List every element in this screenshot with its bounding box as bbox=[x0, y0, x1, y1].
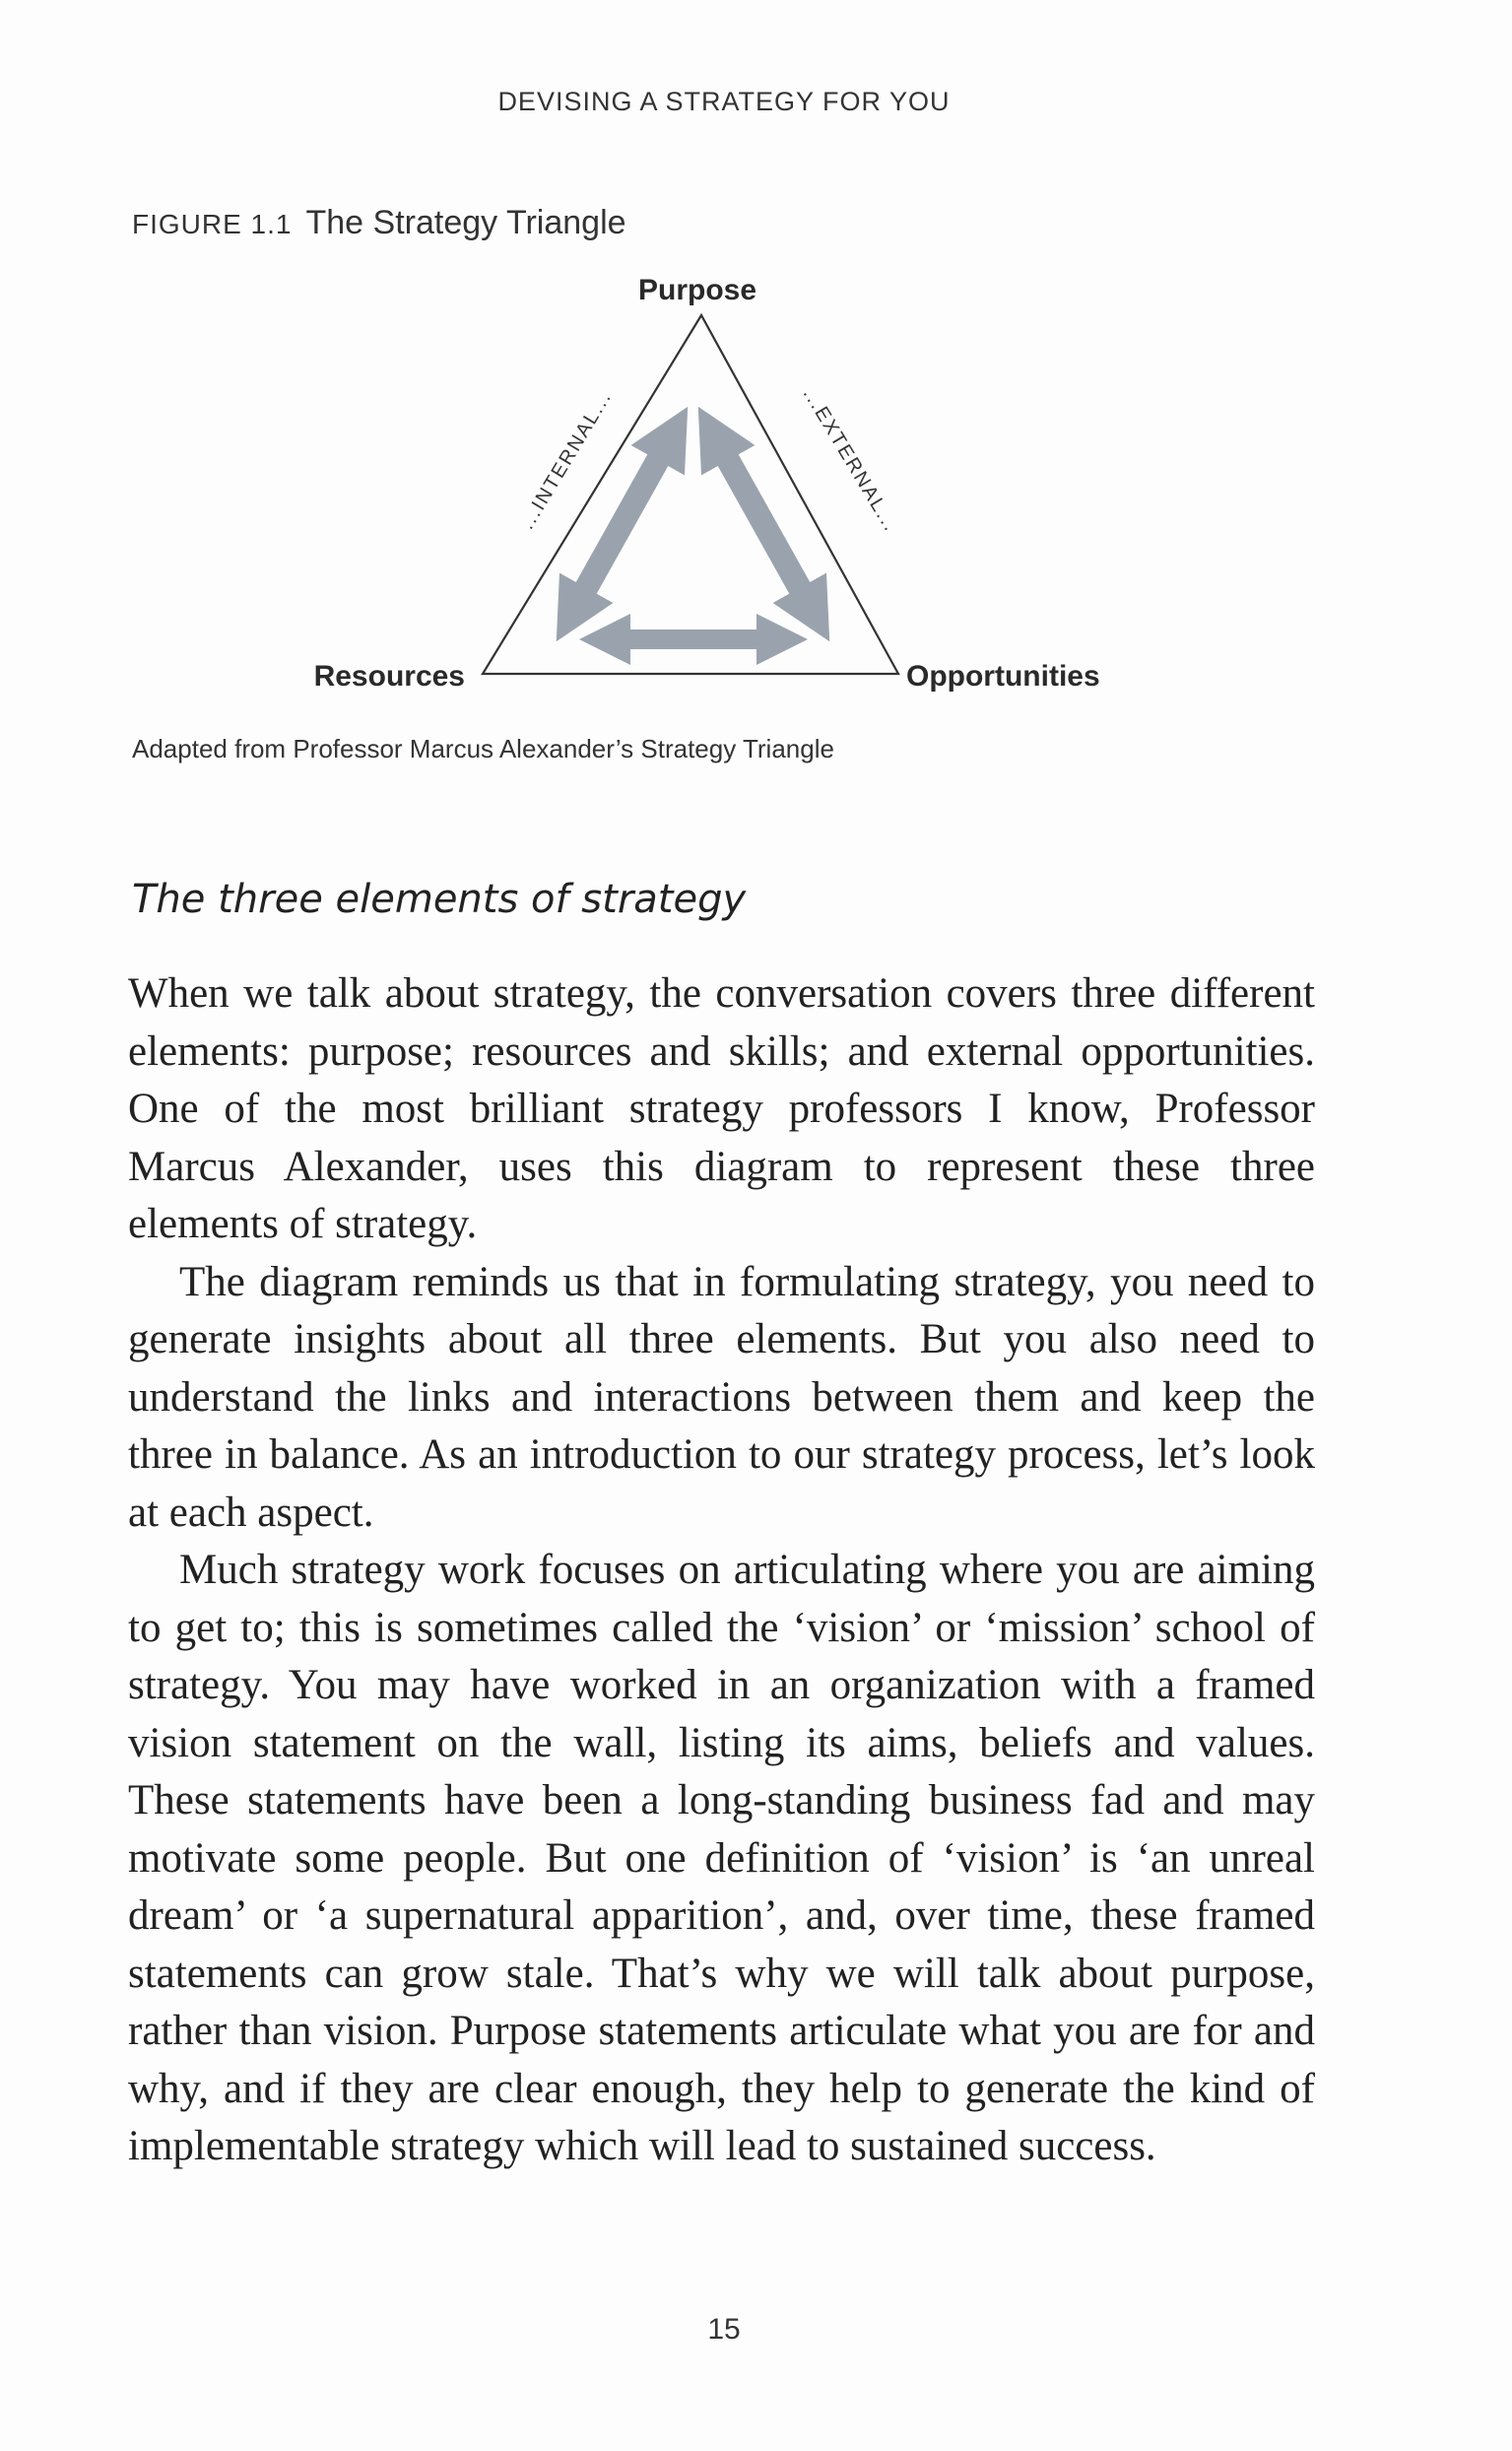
section-title: The three elements of strategy bbox=[132, 877, 747, 922]
figure-label: FIGURE 1.1 bbox=[132, 209, 293, 239]
body-text bbox=[128, 965, 1315, 2176]
side-label-internal: ...INTERNAL... bbox=[516, 386, 617, 534]
side-label-external: ...EXTERNAL... bbox=[798, 383, 902, 537]
paragraph-1: When we talk about strategy, the conversation covers three different elements: purpose; resources and skills; and external opportunities. One of the most brilliant strategy professors I know, Professor Marcus Alexander, uses this diagram to represent these three elements of strategy. bbox=[128, 970, 1315, 1247]
vertex-label-resources: Resources bbox=[313, 660, 465, 693]
strategy-triangle-diagram bbox=[0, 266, 1512, 729]
figure-title: The Strategy Triangle bbox=[305, 204, 626, 241]
running-head: DEVISING A STRATEGY FOR YOU bbox=[497, 87, 951, 116]
figure-credit: Adapted from Professor Marcus Alexander’s Strategy Triangle bbox=[132, 734, 834, 763]
vertex-label-opportunities: Opportunities bbox=[906, 660, 1100, 693]
page-number: 15 bbox=[707, 2313, 741, 2346]
paragraph-2: The diagram reminds us that in formulating strategy, you need to generate insights about all three elements. But you also need to understand the links and interactions between them and keep the three in balance. As an introduction to our strategy process, let’s look at each aspect. bbox=[128, 1258, 1315, 1536]
strategy-triangle-svg bbox=[0, 266, 1512, 729]
paragraph-3: Much strategy work focuses on articulating where you are aiming to get to; this is sometimes called the ‘vision’ or ‘mission’ school of strategy. You may have worked in an organization with a framed vision statement on the wall, listing its aims, beliefs and values. These statements have been a long-standing business fad and may motivate some people. But one definition of ‘vision’ is ‘an unreal dream’ or ‘a supernatural apparition’, and, over time, these framed statements can grow stale. That’s why we will talk about purpose, rather than vision. Purpose statements articulate what you are for and why, and if they are clear enough, they help to generate the kind of implementable strategy which will lead to sustained success. bbox=[128, 1547, 1315, 2169]
figure-caption bbox=[132, 204, 626, 242]
vertex-label-purpose: Purpose bbox=[637, 274, 757, 306]
arrow-purpose-opportunities bbox=[713, 433, 815, 615]
arrow-resources-purpose bbox=[571, 433, 673, 615]
